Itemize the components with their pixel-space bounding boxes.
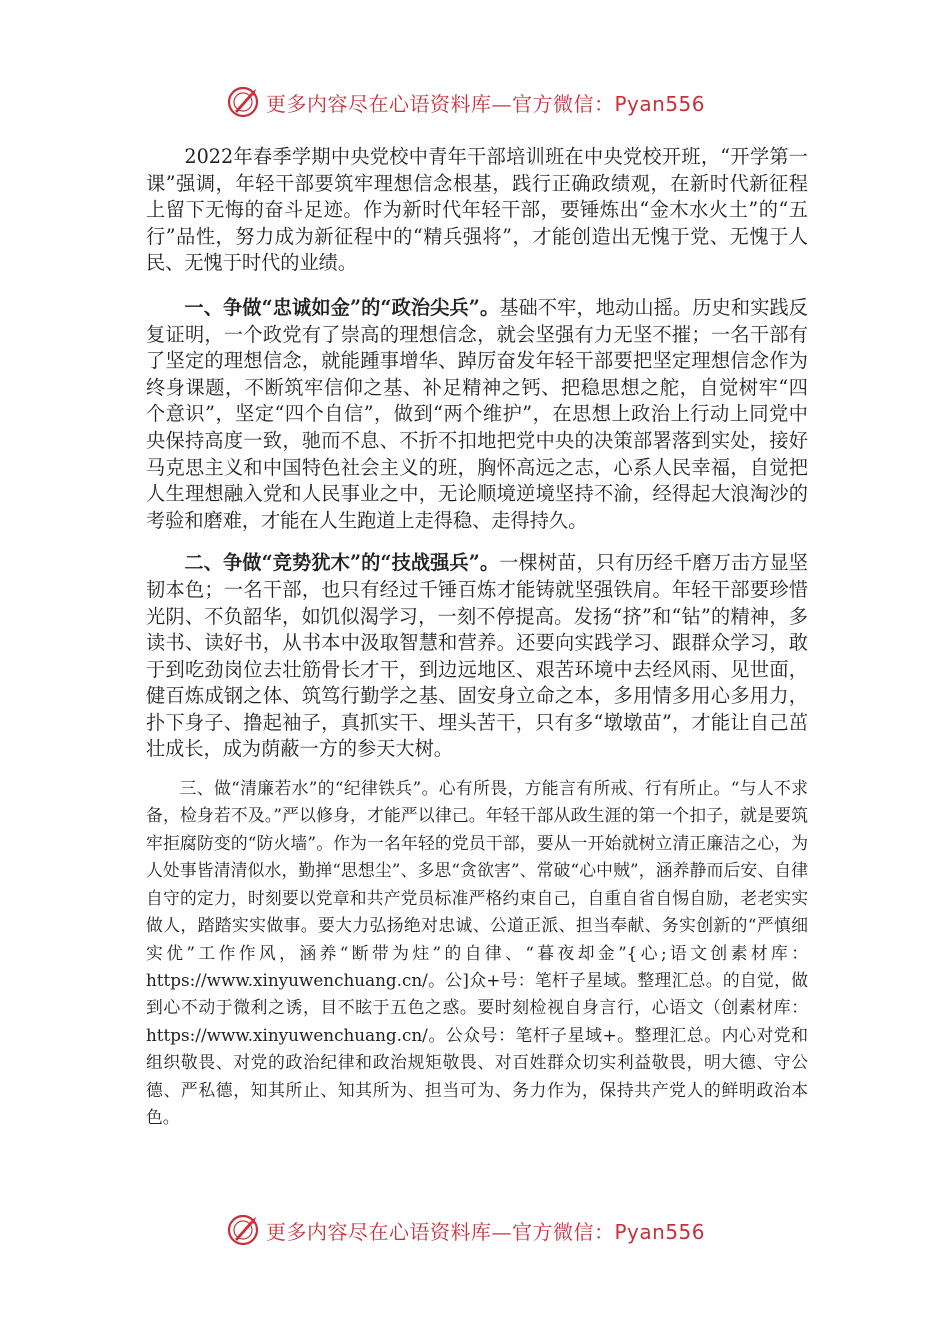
paragraph-discipline: 三、做“清廉若水”的“纪律铁兵”。心有所畏，方能言有所戒、行有所止。“与人不求备，检身若不及。”严以修身，才能严以律己。年轻干部从政生涯的第一个扣子，就是要筑牢拒腐防变的“防火墙”。作为一名年轻的党员干部，要从一开始就树立清正廉洁之心，为人处事皆清清似水，勤掸“思想尘”、多思“贪欲害”、常破“心中贼”，涵养静而后安、自律自守的定力，时刻要以党章和共产党员标准严格约束自己，自重自省自惕自励，老老实实做人，踏踏实实做事。要大力弘扬绝对忠诚、公道正派、担当奉献、务实创新的“严慎细实优”工作作风，涵养“断带为炷”的自律、“暮夜却金”{心;语文创素材库：https://www.xinyuwenchuang.cn/。公]众+号：笔杆子星域。整理汇总。的自觉，做到心不动于微利之诱，目不眩于五色之惑。要时刻检视自身言行，心语文（创素材库：https://www.xinyuwenchuang.cn/。公众号：笔杆子星域+。整理汇总。内心对党和组织敬畏、对党的政治纪律和政治规矩敬畏、对百姓群众切实利益敬畏，明大德、守公德、严私德，知其所止、知其所为、担当可为、务力作为，保持共产党人的鲜明政治本色。 [146, 778, 808, 1127]
banner-text: 更多内容尽在心语资料库—官方微信： [266, 1219, 615, 1244]
banner-wechat-id: Pyan556 [614, 1219, 706, 1244]
section-body-2: 一棵树苗，只有历经千磨万击方显坚韧本色；一名干部，也只有经过千锤百炼才能铸就坚强铁肩。年轻干部要珍惜光阴、不负韶华，如饥似渴学习，一刻不停提高。发扬“挤”和“钻”的精神，多读书、读好书，从书本中汲取智慧和营养。还要向实践学习、跟群众学习，敢于到吃劲岗位去壮筋骨长才干，到边远地区、艰苦环境中去经风雨、见世面，健百炼成钢之体、筑笃行勤学之基、固安身立命之本，多用情多用心多用力，扑下身子、撸起袖子，真抓实干、埋头苦干，只有多“墩墩苗”，才能让自己茁壮成长，成为荫蔽一方的参天大树。 [146, 551, 808, 761]
article-body [146, 144, 808, 1131]
header-watermark [226, 82, 786, 122]
section-body-1: 基础不牢，地动山摇。历史和实践反复证明，一个政党有了崇高的理想信念，就会坚强有力无坚不摧；一名干部有了坚定的理想信念，就能踵事增华、踔厉奋发年轻干部要把坚定理想信念作为终身课题，不断筑牢信仰之基、补足精神之钙、把稳思想之舵，自觉树牢“四个意识”，坚定“四个自信”，做到“两个维护”，在思想上政治上行动上同党中央保持高度一致，驰而不息、不折不扣地把党中央的决策部署落到实处，接好马克思主义和中国特色社会主义的班，胸怀高远之志，心系人民幸福，自觉把人生理想融入党和人民事业之中，无论顺境逆境坚持不渝，经得起大浪淘沙的考验和磨难，才能在人生跑道上走得稳、走得持久。 [146, 295, 808, 532]
banner-text: 更多内容尽在心语资料库—官方微信： [266, 91, 615, 116]
quill-seal-icon [226, 1213, 260, 1247]
section-heading-2: 二、争做“竞势犹木”的“技战强兵”。 [184, 551, 500, 575]
paragraph-intro: 2022年春季学期中央党校中青年干部培训班在中央党校开班，“开学第一课”强调，年轻干部要筑牢理想信念根基，践行正确政绩观，在新时代新征程上留下无悔的奋斗足迹。作为新时代年轻干部，要锤炼出“金木水火土”的“五行”品性，努力成为新征程中的“精兵强将”，才能创造出无愧于党、无愧于人民、无愧于时代的业绩。 [146, 145, 808, 275]
section-heading-1: 一、争做“忠诚如金”的“政治尖兵”。 [184, 295, 500, 319]
paragraph-loyalty [146, 295, 808, 534]
footer-watermark [226, 1210, 786, 1250]
banner-wechat-id: Pyan556 [614, 91, 706, 116]
quill-seal-icon [226, 85, 260, 119]
paragraph-skills [146, 550, 808, 763]
